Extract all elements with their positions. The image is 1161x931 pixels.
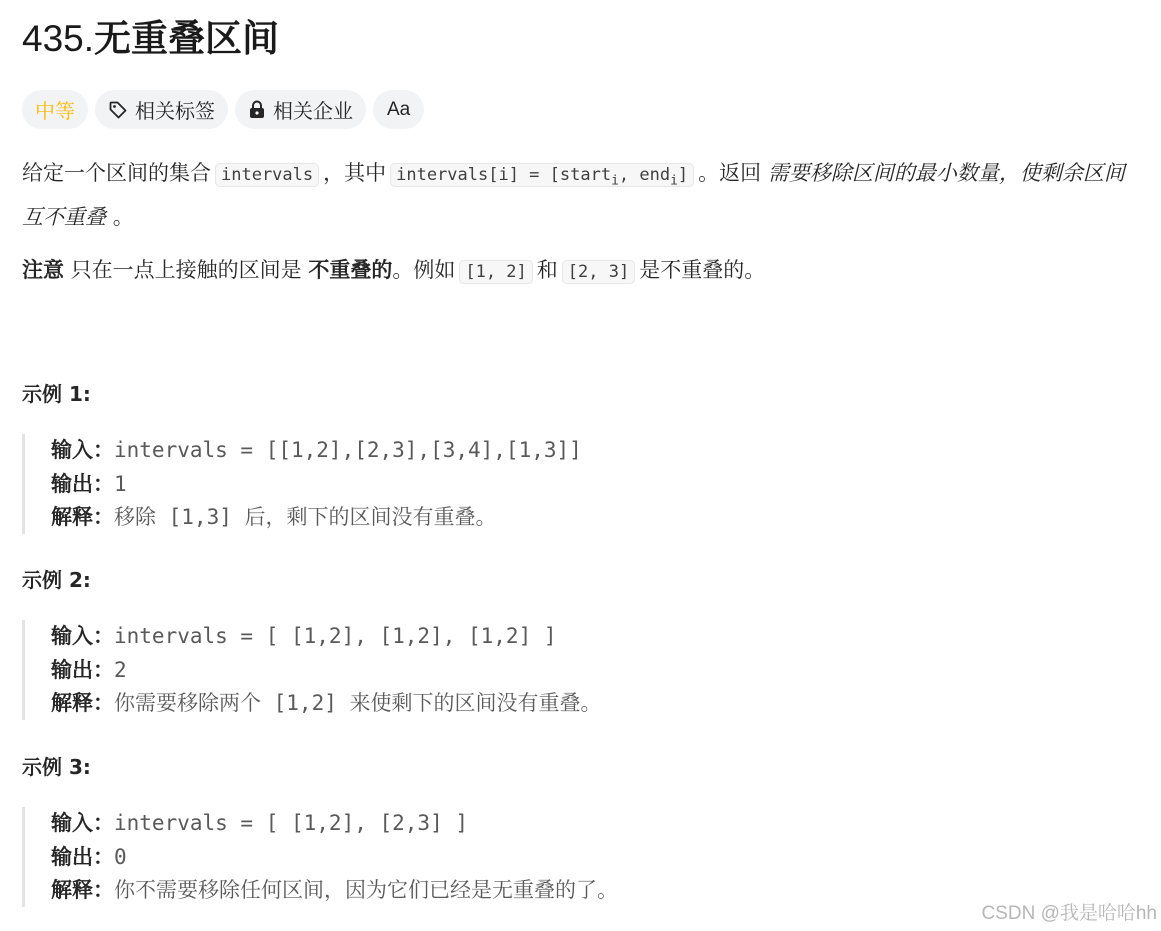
output-label: 输出： xyxy=(51,657,114,682)
explain-code: [1,2] xyxy=(261,691,350,715)
input-value: intervals = [[1,2],[2,3],[3,4],[1,3]] xyxy=(114,438,582,462)
topics-tag-label: 相关标签 xyxy=(135,99,215,123)
example-explain-line xyxy=(51,874,618,908)
explain-label: 解释： xyxy=(51,505,114,529)
translate-icon: Aa xyxy=(387,98,411,120)
watermark: CSDN @我是哈哈hh xyxy=(981,903,1157,924)
desc-text: 是不重叠的。 xyxy=(639,258,766,282)
output-value: 1 xyxy=(114,471,127,496)
code-part: intervals[i] = [start xyxy=(396,165,612,185)
emphasis-text: 需要移除区间的最小数量，使剩余区间互不重叠 xyxy=(22,161,1125,230)
difficulty-badge[interactable] xyxy=(22,90,88,129)
inline-code: [2, 3] xyxy=(562,260,635,284)
code-subscript: i xyxy=(670,173,678,189)
description-paragraph-1 xyxy=(22,155,1142,235)
input-label: 输入： xyxy=(51,811,114,835)
problem-title[interactable] xyxy=(22,14,279,64)
example-heading: 示例 2: xyxy=(22,568,91,592)
example-output-line xyxy=(51,468,582,502)
example-heading: 示例 1: xyxy=(22,382,91,406)
code-part: ] xyxy=(677,165,689,185)
explain-label: 解释： xyxy=(51,878,114,902)
output-value: 0 xyxy=(114,844,127,869)
desc-text: 。 xyxy=(112,205,134,230)
output-value: 2 xyxy=(114,657,127,682)
input-value: intervals = [ [1,2], [1,2], [1,2] ] xyxy=(114,624,557,648)
explain-text: 你需要移除两个 xyxy=(114,691,261,715)
example-output-line xyxy=(51,841,618,875)
companies-tag-label: 相关企业 xyxy=(273,99,353,123)
translate-button[interactable] xyxy=(373,90,424,129)
difficulty-label: 中等 xyxy=(35,99,75,123)
inline-code xyxy=(390,163,694,187)
input-label: 输入： xyxy=(51,624,114,648)
output-label: 输出： xyxy=(51,471,114,496)
example-input-line xyxy=(51,434,582,468)
companies-tag-button[interactable] xyxy=(235,90,366,129)
example-input-line xyxy=(51,807,618,841)
desc-text: 只在一点上接触的区间是 xyxy=(64,258,309,282)
input-value: intervals = [ [1,2], [2,3] ] xyxy=(114,811,469,835)
problem-number: 435. xyxy=(22,18,95,59)
example-explain-line xyxy=(51,501,582,535)
inline-code: [1, 2] xyxy=(459,260,532,284)
lock-icon xyxy=(248,100,266,120)
desc-text: 给定一个区间的集合 xyxy=(22,161,211,185)
explain-text: 你不需要移除任何区间，因为它们已经是无重叠的了。 xyxy=(114,878,618,902)
desc-text: ，其中 xyxy=(323,161,387,185)
example-output-line xyxy=(51,654,602,688)
example-block xyxy=(22,434,582,534)
code-subscript: i xyxy=(611,173,619,189)
note-bold: 注意 xyxy=(22,258,64,282)
inline-code: intervals xyxy=(215,163,319,187)
explain-text: 移除 xyxy=(114,505,156,529)
input-label: 输入： xyxy=(51,438,114,462)
description-paragraph-2 xyxy=(22,252,1142,290)
example-input-line xyxy=(51,620,602,654)
example-block xyxy=(22,620,602,720)
example-heading: 示例 3: xyxy=(22,755,91,779)
tag-bar xyxy=(22,90,424,129)
desc-text: 。例如 xyxy=(392,258,456,282)
explain-label: 解释： xyxy=(51,691,114,715)
tag-icon xyxy=(108,100,128,120)
code-part: , end xyxy=(618,165,671,185)
desc-text: 和 xyxy=(536,258,558,282)
explain-code: [1,3] xyxy=(156,505,245,529)
explain-text: 来使剩下的区间没有重叠。 xyxy=(349,691,602,715)
bold-text: 不重叠的 xyxy=(308,258,393,282)
problem-name: 无重叠区间 xyxy=(94,17,280,60)
example-explain-line xyxy=(51,687,602,721)
topics-tag-button[interactable] xyxy=(95,90,228,129)
example-block xyxy=(22,807,618,907)
output-label: 输出： xyxy=(51,844,114,869)
explain-text: 后，剩下的区间没有重叠。 xyxy=(244,505,497,529)
desc-text: 。返回 xyxy=(698,161,762,185)
